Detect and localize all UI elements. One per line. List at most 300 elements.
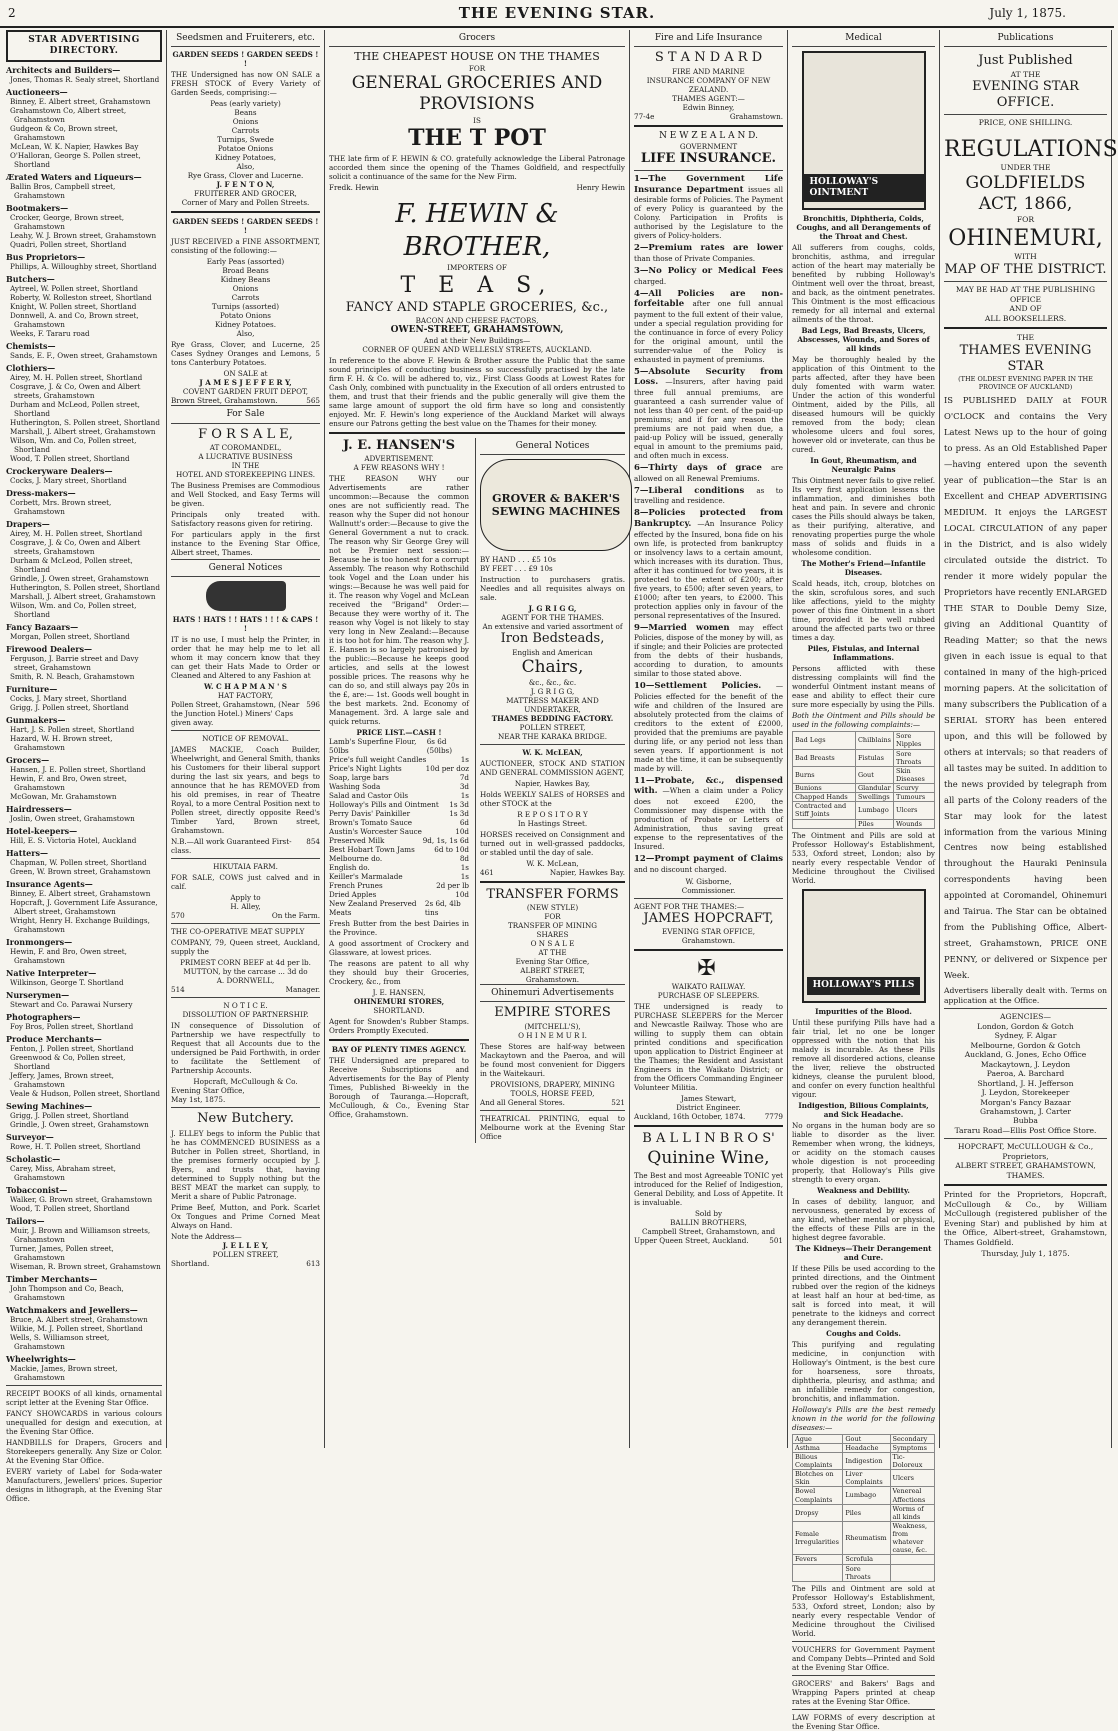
forsale-header: For Sale: [171, 405, 320, 423]
directory-category: Butchers—: [6, 273, 55, 284]
grigg-agent: AGENT FOR THE THAMES.: [501, 613, 604, 623]
pills-sections: [792, 1007, 935, 1403]
seed-item: Peas (early variety): [210, 99, 281, 109]
medical-section-body: Until these purifying Pills have had a fair trial, let no one be longer oppressed with the notion that his malady is incurable. As these Pills remove all disordered actions, cleanse the liver, relieve the obstructed kidneys, cleanse the purulent blood, and confer on every function healthful vigour.: [792, 1017, 935, 1099]
directory-entry: Joslin, Owen street, Grahamstown: [10, 813, 135, 823]
table-cell: Blotches on Skin: [793, 1470, 843, 1487]
directory-entry: Marshall, J. Albert street, Grahamstown: [10, 591, 156, 601]
nz-government: GOVERNMENT: [679, 141, 738, 151]
agent-place: Grahamstown.: [681, 935, 736, 945]
ointment-sold: The Ointment and Pills are sold at Professor Holloway's Establishment, 533, Oxford street, London; also by nearly every respectable Vendor of Medicine throughout the Civilised World.: [792, 830, 935, 885]
grigg-factory: THAMES BEDDING FACTORY.: [491, 713, 614, 723]
directory-entry: Wilson, Wm. and Co, Pollen street, Shortland: [10, 435, 137, 454]
price-row: [329, 863, 469, 872]
column-directory: [2, 30, 167, 1503]
table-cell: Dropsy: [793, 1504, 843, 1521]
directory-entry: Carey, Miss, Abraham street, Grahamstown: [10, 1163, 116, 1182]
table-row: [793, 1564, 935, 1581]
mclean-napier: Napier, Hawkes Bay.: [549, 867, 625, 877]
policy-item: [634, 854, 783, 874]
seeds2-title: GARDEN SEEDS ! GARDEN SEEDS ! !: [172, 217, 319, 236]
table-cell: Lumbago: [855, 802, 893, 819]
hewin-body: In reference to the above F. Hewin & Brother assure the Public that the same sound principles of conducting business so successfully practised by the late firm F. H. & Co. will be adhered to, viz., First Class Goods at Lowest Rates for Cash Only, combined with punctuality in the Execution of all orders entrusted to them, and trust that their friends and the public generally will give them the same large amount of support the old firm have so long and consistently enjoyed. Mr. F. Hewin's long experience of the Auckland Market will always ensure our Patrons getting the best value on the Thames for their money.: [329, 356, 625, 428]
agent-name: JAMES HOPCRAFT,: [643, 910, 774, 926]
directory-entry: Hutherington, S. Pollen street, Shortland: [10, 582, 160, 592]
price-row: [329, 782, 469, 791]
directory-category: Scholastic—: [6, 1153, 61, 1164]
directory-entry: Chapman, W. Pollen street, Shortland: [10, 857, 147, 867]
with: WITH: [1014, 252, 1037, 262]
agency-item: Sydney, F. Algar: [994, 1031, 1057, 1041]
directory-entry: Wilson, Wm. and Co, Pollen street, Shortland: [10, 600, 137, 619]
directory-category: Photographers—: [6, 1011, 81, 1022]
table-cell: Liver Complaints: [843, 1470, 890, 1487]
directory-entry: Sands, E. F., Owen street, Grahamstown: [10, 350, 158, 360]
seeds1-name: J. F E N T O N,: [216, 180, 275, 190]
table-cell: Wounds: [894, 819, 935, 828]
empire-ohinemuri: O H I N E M U R I.: [518, 1030, 587, 1040]
directory-entry: Cocks, J. Mary street, Shortland: [10, 475, 127, 485]
farm-name: H. Alley,: [230, 902, 261, 911]
sewing-machine-icon: GROVER & BAKER'S SEWING MACHINES: [480, 459, 632, 551]
table-row: [793, 749, 935, 766]
directory-entry: O'Halloran, George S. Pollen street, Shortland: [10, 150, 141, 169]
farm-on: On the Farm.: [271, 911, 320, 920]
medical-header: Medical: [792, 30, 935, 47]
directory-entry: Hewin, F. and Bro, Owen street, Grahamstown: [10, 946, 127, 965]
masthead: [0, 0, 1114, 28]
table-cell: Scrofula: [843, 1555, 890, 1564]
butchery-street: POLLEN STREET,: [212, 1250, 279, 1260]
directory-entry: Jeffery, James, Brown street, Grahamstown: [10, 1070, 114, 1089]
directory-entry: Muir, J. Brown and Williamson streets, Grahamstown: [10, 1225, 151, 1244]
directory-entry: Wiseman, R. Brown street, Grahamstown: [10, 1261, 161, 1271]
agency-item: Paeroa, A. Barchard: [986, 1069, 1065, 1079]
hansen-from: J. E. HANSEN,: [372, 988, 426, 998]
directory-entry: Wells, S. Williamson street, Grahamstown: [10, 1332, 110, 1351]
directory-entry: Hill, E. S. Victoria Hotel, Auckland: [10, 835, 137, 845]
directory-category: Dress-makers—: [6, 487, 76, 498]
standard-name: Edwin Binney,: [682, 102, 735, 112]
seeds1-trade: FRUITERER AND GROCER,: [194, 189, 297, 199]
dissolution-date: May 1st, 1875.: [171, 1095, 226, 1104]
hansen-crockery: A good assortment of Crockery and Glassware, at lowest prices.: [329, 939, 469, 958]
forsale-place: AT COROMANDEL,: [209, 442, 282, 452]
pills-sold: The Pills and Ointment are sold at Professor Holloway's Establishment, 533, Oxford street, London; also by nearly every respectable Vendor of Medicine throughout the Civilised World.: [792, 1583, 935, 1638]
ballin-address: Campbell Street, Grahamstown, and: [641, 1226, 776, 1236]
butchery-body: J. ELLEY begs to inform the Public that he has COMMENCED BUSINESS as a Butcher in Pollen street, Shortland, in the premises formerly occupied by J. Byers, and trusts that, having determined to Supply nothing but the BEST MEAT the market can supply, to Merit a share of Public Patronage.: [171, 1129, 320, 1202]
mclean-name: W. K. McLEAN,: [522, 747, 583, 757]
mclean-sign: W. K. McLean,: [526, 858, 579, 868]
price-item: English do.: [329, 863, 370, 873]
price-item: Brown's Tomato Sauce: [329, 818, 413, 828]
policy-title: 6—Thirty days of grace: [634, 463, 772, 473]
table-row: [793, 1470, 935, 1487]
seed-item: Also,: [236, 162, 255, 172]
price-row: [329, 881, 469, 890]
policy-body: may effect Policies, dispose of the money by will, as if single; and their Policies are protected from the debts of their husbands, according to duration, to amounts similar to those stated above.: [634, 622, 783, 679]
farm-body: FOR SALE, COWS just calved and in calf.: [171, 873, 320, 891]
hewin-arc: F. HEWIN & BROTHER,: [395, 199, 559, 262]
cheap-tpot: THE T POT: [408, 124, 546, 151]
directory-entry: Morgan, Pollen street, Shortland: [10, 631, 130, 641]
medical-section-title: Bronchitis, Diphtheria, Colds, Coughs, and all Derangements of the Throat and Chest.: [796, 214, 931, 242]
policy-item: [634, 243, 783, 263]
table-cell: Indigestion: [843, 1452, 890, 1469]
railway-date: Auckland, 16th October, 1874.: [634, 1112, 746, 1122]
directory-entry: McLean, W. K. Napier, Hawkes Bay: [10, 141, 139, 151]
directory-category: Hairdressers—: [6, 803, 72, 814]
medical-section-title: In Gout, Rheumatism, and Neuralgic Pains: [810, 456, 917, 475]
directory-entry: Green, W. Brown street, Grahamstown: [10, 866, 151, 876]
hansen-butter: Fresh Butter from the best Dairies in the Province.: [329, 919, 469, 938]
table-cell: Fistulas: [855, 749, 893, 766]
price-row: [329, 818, 469, 827]
seeds2-intro: JUST RECEIVED a FINE ASSORTMENT, consisting of the following:—: [171, 237, 320, 256]
forsale-lines: HOTEL AND STOREKEEPING LINES.: [175, 469, 315, 479]
railway-number: 7779: [764, 1112, 783, 1122]
directory-category: Bootmakers—: [6, 202, 69, 213]
medical-section-body: No organs in the human body are so liable to disorder as the liver. Remember when wrong, the kidneys, or acidity on the stomach causes whole digestion is not proceeding properly, that Holloway's Pills give strength to every organ.: [792, 1120, 935, 1184]
directory-category: Fancy Bazaars—: [6, 621, 79, 632]
meat-number: 514: [171, 985, 185, 994]
seeds2-depot: COVENT GARDEN FRUIT DEPOT,: [182, 387, 309, 397]
table-cell: Weakness, from whatever cause, &c.: [890, 1521, 935, 1555]
price-value: 6s 6d (50lbs): [426, 737, 453, 756]
policy-item: [634, 289, 783, 364]
directory-entry: Hart, J. S. Pollen street, Shortland: [10, 724, 135, 734]
table-cell: Tumours: [894, 793, 935, 802]
dissolution-notice: N O T I C E.: [223, 1001, 268, 1010]
seeds1-items: [171, 99, 320, 180]
medical-section-body: If these Pills be used according to the printed directions, and the Ointment rubbed over the region of the kidneys at least half an hour at bed-time, as salt is forced into meat, it will penetrate to the kidneys and correct any derangement therein.: [792, 1263, 935, 1327]
meat-title: THE CO-OPERATIVE MEAT SUPPLY: [171, 927, 305, 936]
ballin-body: The Best and most Agreeable TONIC yet introduced for the Relief of Indigestion, General Debility, and Loss of Appetite. It is invaluable.: [634, 1170, 783, 1207]
table-cell: Symptoms: [890, 1443, 935, 1452]
standard-title: S T A N D A R D: [654, 50, 763, 66]
general-notices-header: General Notices: [171, 559, 320, 577]
table-row: [793, 819, 935, 828]
forsale-body: The Business Premises are Commodious and Well Stocked, and Easy Terms will be given.: [171, 480, 320, 508]
seed-item: Potato Onions: [219, 311, 271, 321]
seed-item: Kidney Beans: [220, 275, 271, 285]
directory-entry: Knight, W. Pollen street, Shortland: [10, 301, 137, 311]
table-row: [793, 784, 935, 793]
seeds1-intro: THE Undersigned has now ON SALE a FRESH STOCK of Every Variety of Garden Seeds, comprising:—: [171, 70, 320, 98]
transfer-albert: ALBERT STREET,: [520, 966, 585, 975]
price-row: [329, 836, 469, 845]
policy-title: 3—No Policy or Medical Fees: [634, 265, 783, 276]
proprietors-address: ALBERT STREET, GRAHAMSTOWN,: [955, 1161, 1096, 1171]
table-cell: Ulcers: [890, 1470, 935, 1487]
transfer-new: (NEW STYLE): [526, 903, 579, 912]
policy-body: and no discount charged.: [634, 864, 727, 874]
may-be-had: MAY BE HAD AT THE PUBLISHING OFFICE: [955, 285, 1096, 304]
directory-entry: Stewart and Co. Parawai Nursery: [10, 999, 133, 1009]
seeds1-address: Corner of Mary and Pollen Streets.: [181, 198, 310, 208]
directory-entry: Veale & Hudson, Pollen street, Shortland: [10, 1088, 160, 1098]
directory-entry: Leahy, W. J. Brown street, Grahamstown: [10, 230, 157, 240]
policy-title: 11—Probate, &c., dispensed with.: [634, 775, 783, 797]
pills-table: [792, 1434, 935, 1582]
removal-body: JAMES MACKIE, Coach Builder, Wheelwright, and General Smith, thanks his Customers for their liberal support during the last six years, and begs to announce that he has REMOVED from his old premises, in rear of Theatre Royal, to a more Central Position next to Pollen street, directly opposite Reed's Timber Yard, Brown street, Grahamstown.: [171, 745, 320, 835]
standard-agent: THAMES AGENT:—: [672, 93, 745, 103]
table-cell: [793, 819, 856, 828]
transfer-onsale: O N S A L E: [530, 939, 575, 948]
table-cell: Ague: [793, 1434, 843, 1443]
column-publications: [940, 30, 1118, 1448]
empire-mitchell: (MITCHELL'S),: [524, 1021, 581, 1031]
policy-title: 5—Absolute Security from Loss.: [634, 366, 783, 388]
seed-item: Turnips, Swede: [217, 135, 274, 145]
transfer-at: AT THE: [538, 948, 567, 957]
directory-entry: Ballin Bros, Campbell street, Grahamstown: [10, 181, 116, 200]
transfer-office: Evening Star Office,: [515, 957, 590, 966]
hansen-ad: [329, 438, 469, 1143]
table-cell: Piles: [843, 1504, 890, 1521]
table-cell: Female Irregularities: [793, 1521, 843, 1555]
printing-ad: EVERY variety of Label for Soda-water Manufacturers, Jewellers' prices. Superior designs in lithograph, at the Evening Star Office.: [6, 1466, 162, 1503]
directory-entry: Wilkinson, George T. Shortland: [10, 977, 124, 987]
hansen-body: THE REASON WHY our Advertisements are rather uncommon:—Because the common ones are not sufficiently read. The reason why the Super did not honour Wallnutt's order:—Because to give the General Government a nut to crack. The reason why Sir George Grey will not be Premier next session:—Because he is too honest for a corrupt Assembly. The reason why Rothschild took Vogel and the Loan under his wings:—Because he was well paid for it. The reason why Vogel and McLean received the "Brigand" Order:—Because they were worthy of it. The reason why Vogel is not likely to stay very long in New Zealand:—Because it is too hot for him. The reason why J. E. Hansen is so largely patronised by the public:—Because he keeps good articles, and sells at the lowest possible prices. The reasons why he can do so, and still always pay 20s in the £, are:— 1st. Goods well bought in the best markets. 2nd. Economy of Management. 3rd. A large sale and quick returns.: [329, 474, 469, 727]
price-list-header: PRICE LIST.—CASH !: [356, 728, 442, 738]
meat-name: A. DORNWELL,: [216, 976, 275, 985]
table-cell: Rheumatism: [843, 1521, 890, 1555]
all-booksellers: ALL BOOKSELLERS.: [984, 313, 1067, 323]
medical-section-body: This purifying and regulating medicine, in conjunction with Holloway's Ointment, is the best cure for hoarseness, sore throats, diphtheria, pleurisy, and asthma; and an infallible remedy for congestion, bronchitis, and inflammation.: [792, 1339, 935, 1403]
price-value: 9d, 1s, 1s 6d: [422, 836, 469, 846]
empire-all: And all General Stores.: [480, 1097, 565, 1107]
medical-section-body: This Ointment never fails to give relief. Its very first application lessens the inflammation, and diminishes both heat and pain. In severe and chronic cases the Pills should always be taken, as their purifying, alterative, and renovating properties purge the whole mass of solids and fluids in a wholesome condition.: [792, 476, 935, 558]
agent-line: AGENT FOR THE THAMES:—: [634, 901, 745, 911]
directory-category: Furniture—: [6, 683, 58, 694]
directory-category: Insurance Agents—: [6, 878, 93, 889]
farm-apply: Apply to: [230, 893, 261, 902]
standard-number: 77-4e: [634, 111, 655, 121]
directory-entry: Phillips, A. Willoughby street, Shortland: [10, 261, 157, 271]
mclean-body: HORSES received on Consignment and turned out in well-grassed paddocks, or stabled until the day of sale.: [480, 829, 625, 857]
policy-body: —Policies effected for the benefit of the wife and children of the Insured are absolutely protected from the claims of creditors to the extent of £2000, provided that the premiums are payable during life, or any period not less than seven years. If apportionment is not made at the time, it can be subsequently made by will.: [634, 681, 783, 773]
table-cell: Secondary: [890, 1434, 935, 1443]
medical-section-title: Indigestion, Bilious Complaints, and Sick Headache.: [798, 1100, 929, 1119]
seeds2-more: Rye Grass, Clover, and Lucerne, 25 Cases Sydney Oranges and Lemons, 5 tons Canterbury Potatoes.: [171, 340, 320, 368]
grigg-chairs: Chairs,: [521, 656, 584, 677]
policy-body: after one full annual payment to the full extent of their value, under a special regulation providing for the continuance in force of every Policy for the original amount, until the surrender-value of the Policy is exhausted in payment of premiums.: [634, 299, 783, 364]
mclean-repository: R E P O S I T O R Y: [517, 809, 588, 819]
table-cell: Bad Breasts: [793, 749, 856, 766]
policy-title: 12—Prompt payment of Claims: [634, 854, 783, 864]
price-item: Price's Night Lights: [329, 764, 402, 774]
empire-provisions: PROVISIONS, DRAPERY, MINING TOOLS, HORSE FEED,: [490, 1079, 615, 1098]
under-the: UNDER THE: [1000, 163, 1051, 173]
directory-entry: Mackie, James, Brown street, Grahamstown: [10, 1363, 118, 1382]
directory-entry: Jones, Thomas R. Sealy street, Shortland: [10, 74, 160, 84]
proprietors-name: HOPCRAFT, McCULLOUGH & Co.,: [957, 1142, 1094, 1152]
forsale-in: IN THE: [231, 460, 260, 470]
seed-item: Onions: [232, 117, 259, 127]
price-item: Dried Apples: [329, 890, 377, 900]
forsale-body3: For particulars apply in the first instance to the Evening Star Office, Albert street, Thames.: [171, 529, 320, 557]
forsale-body2: Principals only treated with. Satisfactory reasons given for retiring.: [171, 509, 320, 528]
agent-office: EVENING STAR OFFICE,: [661, 926, 756, 936]
hansen-stores: OHINEMURI STORES,: [353, 997, 445, 1007]
price-value: 10d per doz: [425, 764, 469, 774]
proprietors-title: Proprietors,: [1002, 1151, 1049, 1161]
directory-list: [6, 65, 162, 1382]
policy-item: [634, 623, 783, 679]
policy-list: [634, 174, 783, 874]
railway-role: District Engineer.: [676, 1103, 741, 1113]
directory-entry: Walker, G. Brown street, Grahamstown: [10, 1194, 153, 1204]
thames-evening-star: THAMES EVENING STAR: [959, 342, 1092, 374]
directory-entry: Foy Bros, Pollen street, Shortland: [10, 1021, 134, 1031]
policy-title: 4—All Policies are non-forfeitable: [634, 288, 783, 310]
price-value: 3d: [459, 782, 469, 792]
meat-beef: PRIMEST CORN BEEF at 4d per lb.: [180, 958, 311, 967]
price-item: Keiller's Marmalade: [329, 872, 403, 882]
dissolution-body: IN consequence of Dissolution of Partnership we have respectfully to Request that all Accounts due to the undersigned be Paid Forthwith, in order to facilitate the Settlement of Partnership Accounts.: [171, 1021, 320, 1075]
advertisers-note: Advertisers liberally dealt with. Terms on application at the Office.: [944, 986, 1107, 1005]
pills-label: HOLLOWAY'S PILLS: [807, 977, 921, 994]
price-row: [329, 890, 469, 899]
directory-entry: Cosgrave, J. & Co, Owen and Albert streets, Grahamstown: [10, 381, 141, 400]
agency-item: Grahamstown, J. Carter: [979, 1107, 1071, 1116]
table-cell: Chilblains: [855, 732, 893, 749]
directory-category: Architects and Builders—: [6, 64, 121, 75]
price-item: Best Hobart Town Jams: [329, 845, 415, 855]
price-value: 1s 3d: [449, 809, 469, 819]
grigg-english: English and American: [512, 647, 593, 657]
meat-manager: Manager.: [285, 985, 320, 994]
policy-body: as to travelling and residence.: [634, 485, 783, 506]
printing-ad: FANCY SHOWCARDS in various colours unequalled for design and execution, at the Evening Star Office.: [6, 1408, 162, 1436]
directory-entry: Grigg, J. Pollen street, Shortland: [10, 1110, 129, 1120]
newspaper-title: THE EVENING STAR.: [458, 4, 656, 22]
directory-category: Auctioneers—: [6, 86, 68, 97]
hats-body: IT is no use, I must help the Printer, in order that he may help me to let all whom it may concern know that they can get their Hats Made to Order or Cleaned and Altered to any Fashion at: [171, 635, 320, 680]
table-cell: Fevers: [793, 1555, 843, 1564]
policy-body: than those of Private Companies.: [634, 253, 756, 263]
table-cell: Sore Throats: [894, 749, 935, 766]
cheap-title: THE CHEAPEST HOUSE ON THE THAMES: [354, 50, 600, 64]
bop-body: THE Undersigned are prepared to Receive Subscriptions and Advertisements for the Bay of Plenty Times, Published Bi-weekly in the Borough of Tauranga.—Hopcraft, McCullough, & Co., Evening Star Office, Grahamstown.: [329, 1056, 469, 1120]
the: THE: [1016, 333, 1035, 343]
seed-item: Carrots: [231, 126, 260, 136]
price-row: [329, 899, 469, 917]
grigg-bridge: NEAR THE KARAKA BRIDGE.: [497, 731, 607, 741]
agency-list: [944, 1022, 1107, 1136]
hewin-bacon: BACON AND CHEESE FACTORS,: [415, 315, 539, 325]
dissolution-office: Evening Star Office,: [171, 1086, 245, 1095]
directory-entry: Aytreel, W. Pollen street, Shortland: [10, 283, 138, 293]
seeds2-address: Brown Street, Grahamstown.: [171, 396, 278, 406]
ohinemuri: OHINEMURI,: [948, 225, 1103, 251]
law-forms: LAW FORMS of every description at the Evening Star Office.: [792, 1712, 935, 1731]
medical-section-title: The Mother's Friend—Infantile Diseases.: [801, 559, 926, 578]
transfer-title: TRANSFER FORMS: [486, 886, 619, 902]
directory-entry: Wood, T. Pollen street, Shortland: [10, 1203, 130, 1213]
printing-ad: RECEIPT BOOKS of all kinds, ornamental script letter at the Evening Star Office.: [6, 1388, 162, 1407]
medical-section-title: Impurities of the Blood.: [815, 1006, 912, 1016]
seeds1-title: GARDEN SEEDS ! GARDEN SEEDS ! !: [172, 50, 319, 69]
oldest-paper: (THE OLDEST EVENING PAPER IN THE PROVINCE OF AUCKLAND): [958, 375, 1093, 392]
insurance-header: Fire and Life Insurance: [634, 30, 783, 47]
mclean-hastings: In Hastings Street.: [517, 818, 588, 828]
butchery-name: J. E L L E Y,: [222, 1241, 269, 1251]
column-seedsmen: [167, 30, 325, 1448]
map-of-district: MAP OF THE DISTRICT.: [944, 261, 1107, 277]
table-cell: Bad Legs: [793, 732, 856, 749]
medical-section-body: In cases of debility, languor, and nervousness, generated by excess of any kind, whether mental or physical, the effects of these Pills are in the highest degree favorable.: [792, 1196, 935, 1242]
price-row: [329, 755, 469, 764]
grigg-name2: J. G R I G G,: [530, 686, 575, 696]
medical-section-title: Weakness and Debility.: [817, 1185, 910, 1195]
seeds2-name: J A M E S J E F F E R Y,: [199, 378, 292, 388]
directory-category: Bus Proprietors—: [6, 251, 86, 262]
hansen-reasons: The reasons are patent to all why they should buy their Groceries, Crockery, &c., from: [329, 959, 469, 987]
farm-header: HIKUTAIA FARM.: [213, 862, 278, 871]
seeds2-number: 565: [306, 396, 320, 406]
price-value: 2s 6d, 4lb tins: [424, 899, 461, 918]
directory-entry: Hutherington, S. Pollen street, Shortland: [10, 417, 160, 427]
policy-item: [634, 266, 783, 286]
railway-name: James Stewart,: [680, 1094, 737, 1104]
table-cell: Scurvy: [894, 784, 935, 793]
price-row: [329, 764, 469, 773]
price-item: Preserved Milk: [329, 836, 385, 846]
price-value: 10d: [455, 827, 469, 837]
directory-category: Watchmakers and Jewellers—: [6, 1304, 138, 1315]
grigg-etc: &c., &c., &c.: [528, 677, 577, 687]
table-cell: [890, 1564, 935, 1581]
grigg-assort: An extensive and varied assortment of: [482, 622, 623, 632]
nz-title: N E W Z E A L A N D.: [659, 130, 758, 141]
dissolution-title: DISSOLUTION OF PARTNERSHIP.: [182, 1010, 309, 1019]
agency-item: Auckland, G. Jones, Echo Office: [964, 1050, 1087, 1060]
table-cell: Asthma: [793, 1443, 843, 1452]
price-value: 1s: [460, 755, 469, 765]
seeds2-items: [171, 257, 320, 338]
seed-item: Also,: [236, 329, 255, 339]
table-row: [793, 1521, 935, 1555]
seed-item: Beans: [234, 108, 257, 118]
price-item: Holloway's Pills and Ointment: [329, 800, 439, 810]
and-of: AND OF: [1009, 304, 1042, 314]
railway-sub: PURCHASE OF SLEEPERS.: [657, 991, 760, 1001]
grigg-name: J. G R I G G,: [528, 604, 577, 614]
policy-item: [634, 174, 783, 240]
directory-entry: Ferguson, J. Barrie street and Davy street, Grahamstown: [10, 653, 139, 672]
directory-category: Clothiers—: [6, 362, 56, 373]
policy-title: 9—Married women: [634, 622, 739, 633]
railway-body: THE undersigned is ready to PURCHASE SLEEPERS for the Mercer and Newcastle Railway. Those who are willing to supply them can obtain printed conditions and specification upon application to District Engineer at the Thames; the Resident and Assistant Engineers in the Waikato District; or from the Officers Commanding Engineer Volunteer Militia.: [634, 1002, 783, 1093]
table-row: [793, 1487, 935, 1504]
policy-body: issues all desirable forms of Policies. The Payment of every Policy is guaranteed by the Colony. Participation in Profits is authorised by the Legislature to the givers of Policy-holders.: [634, 184, 783, 241]
imprint-date: Thursday, July 1, 1875.: [981, 1249, 1070, 1259]
agency-item: London, Gordon & Gotch: [977, 1021, 1074, 1031]
star-body: IS PUBLISHED DAILY at FOUR O'CLOCK and contains the Very Latest News up to the hour of going to press. As an Old Established Paper—having entered upon the seventh year of publication—the Star is an Excellent and CHEAP ADVERTISING MEDIUM. It enjoys the LARGEST LOCAL CIRCULATION of any paper in the District, and is also widely circulated outside the district. To render it more widely popular the Proprietors have recently ENLARGED THE STAR to Double Demy Size, giving an Additional Quantity of Reading Matter; so that the news given in each issue is equal to that contained in many of the high-priced morning papers. At the solicitation of many subscribers the Publication of a SERIAL STORY has been entered upon, and this will be followed by others at intervals; so that readers of all tastes may be suited. In addition to the news provided by telegraph from all parts of the Colony readers of the Star may look for the latest information from the various Mining Centres now being established throughout the Hauraki Peninsula correspondents having been appointed at Coromandel, Ohinemuri and Tairua. The Star can be obtained from the Publishing Office, Albert-street, Grahamstown, PRICE ONE PENNY, or delivered or Sixpence per Week.: [944, 395, 1107, 981]
price-value: 6d: [459, 818, 469, 828]
directory-entry: Turner, James, Pollen street, Grahamstown: [10, 1243, 114, 1262]
price-value: 6d to 10d: [434, 845, 469, 855]
price-value: 1s: [460, 872, 469, 882]
column-insurance: [630, 30, 788, 1448]
standard-place: Grahamstown.: [729, 111, 783, 121]
policy-title: 1—The Government Life Insurance Department: [634, 174, 783, 195]
butchery-title: New Butchery.: [197, 1111, 294, 1126]
directory-entry: Wood, T. Pollen street, Shortland: [10, 453, 130, 463]
price-item: Melbourne do.: [329, 854, 383, 864]
